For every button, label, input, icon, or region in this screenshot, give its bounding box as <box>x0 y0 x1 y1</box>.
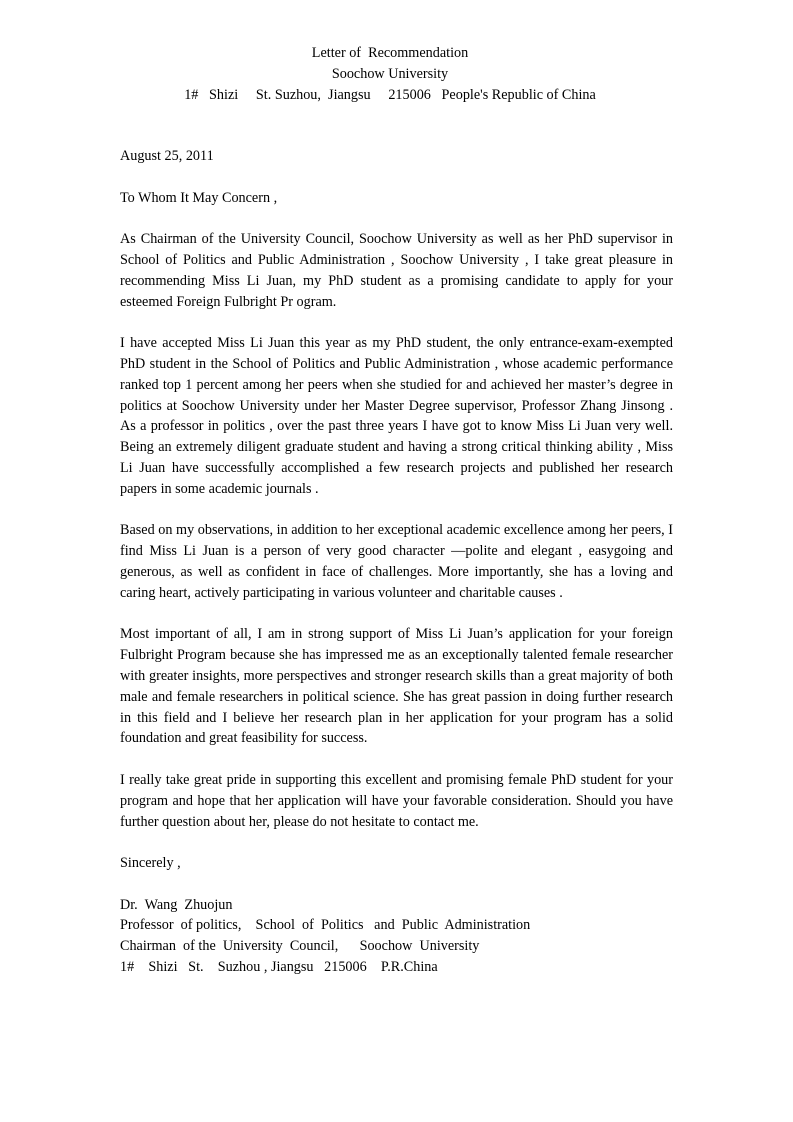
letter-header <box>0 43 780 106</box>
letter-date: August 25, 2011 <box>120 148 214 164</box>
paragraph-closing: I really take great pride in supporting this excellent and promising female PhD student for your program and hope that her application will have your favorable consideration. Should you have further question about her, please do not hesitate to contact me. <box>120 771 673 830</box>
paragraph-introduction: As Chairman of the University Council, Soochow University as well as her PhD supervisor in School of Politics and Public Administration , Soochow University , I take great pleasure in recommending Miss Li Juan, my PhD student as a promising candidate to apply for your esteemed Foreign Fulbright Pr ogram. <box>120 231 673 310</box>
signature-block <box>120 895 673 978</box>
letter-title: Letter of Recommendation <box>311 45 469 61</box>
paragraph-character: Based on my observations, in addition to her exceptional academic excellence among her peers, I find Miss Li Juan is a person of very good character —polite and elegant , easygoing and generous, as well as confident in face of challenges. More importantly, she has a loving and caring heart, actively participating in various volunteer and charitable causes . <box>120 522 673 601</box>
university-address: 1# Shizi St. Suzhou, Jiangsu 215006 People's Republic of China <box>184 87 596 103</box>
signer-address: 1# Shizi St. Suzhou , Jiangsu 215006 P.R.China <box>120 959 438 976</box>
signer-council-role: Chairman of the University Council, Soochow University <box>120 938 480 955</box>
signer-title: Professor of politics, School of Politics and Public Administration <box>120 917 531 934</box>
letter-body <box>120 146 673 978</box>
university-name: Soochow University <box>331 66 449 82</box>
signoff: Sincerely , <box>120 855 181 872</box>
paragraph-academic-background: I have accepted Miss Li Juan this year as my PhD student, the only entrance-exam-exempted PhD student in the School of Politics and Public Administration , whose academic performance ranked top 1 percent among her peers when she studied for and achieved her master’s degree in politics at Soochow University under her Master Degree supervisor, Professor Zhang Jinsong . As a professor in politics , over the past three years I have got to know Miss Li Juan very well. Being an extremely diligent graduate student and having a strong critical thinking ability , Miss Li Juan have successfully accomplished a few research projects and published her research papers in some academic journals . <box>120 335 673 497</box>
salutation: To Whom It May Concern , <box>120 189 278 206</box>
paragraph-support: Most important of all, I am in strong support of Miss Li Juan’s application for your foreign Fulbright Program because she has impressed me as an exceptionally talented female researcher with greater insights, more perspectives and stronger research skills than a great majority of both male and female researchers in political science. She has great passion in doing further research in this field and I believe her research plan in her application for your program has a solid foundation and great feasibility for success. <box>120 626 673 747</box>
signer-name: Dr. Wang Zhuojun <box>120 896 233 913</box>
